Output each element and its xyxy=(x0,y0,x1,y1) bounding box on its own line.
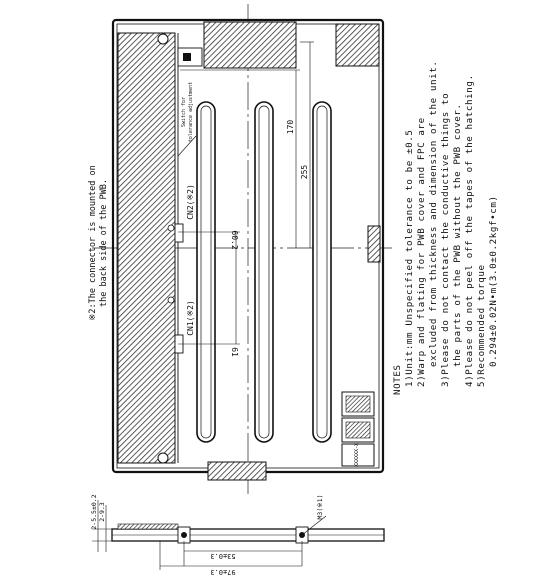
dim-2-5-5: 2-5.5±0.2 xyxy=(90,494,98,530)
switch-note-line2: tolerance adjustment xyxy=(188,81,194,143)
pwb-hatched-strip xyxy=(118,33,175,463)
side-view xyxy=(92,500,384,570)
connector-block-2-pins xyxy=(346,422,370,438)
mount-hole-bottom xyxy=(158,453,168,463)
mount-hole-mid-2 xyxy=(168,297,174,303)
slot-2 xyxy=(255,102,273,442)
dim-255: 255 xyxy=(300,164,309,180)
product-label-text: XXXXXX-X xyxy=(354,442,360,468)
note-5b: 0.294±0.02N•m(3.0±0.2kgf•cm) xyxy=(488,195,499,367)
dim-60: 60.2 xyxy=(230,230,239,250)
note-5a: 5)Recommended torque xyxy=(476,264,487,387)
connector-note-line1: ※2:The connector is mounted on xyxy=(88,165,98,321)
connector-block-1-pins xyxy=(346,396,370,412)
tape-block-top-right xyxy=(336,24,379,66)
note-3b: the parts of the PWB without the PWB cover. xyxy=(452,103,463,367)
tape-block-top-center xyxy=(204,22,296,68)
notes-title: NOTES xyxy=(392,364,403,395)
mount-hole-mid-1 xyxy=(168,225,174,231)
slot-1 xyxy=(197,102,215,442)
switch-knob xyxy=(183,53,191,61)
dim-2-9-3: 2-9.3 xyxy=(98,502,106,522)
m3-label: M3(※1) xyxy=(316,494,324,520)
dim-53: 53±0.3 xyxy=(210,552,236,560)
note-3a: 3)Please do not contact the conductive things to xyxy=(440,92,451,387)
switch-note-line1: Switch for xyxy=(181,96,187,128)
cn2-connector xyxy=(175,224,183,242)
connector-note-line2: the back side of the PWB. xyxy=(99,179,109,307)
side-tab-right xyxy=(368,226,380,262)
note-2b: excluded from thickness and dimension of the unit. xyxy=(428,60,439,367)
dim-170: 170 xyxy=(286,119,295,135)
note-2a: 2)Warp and flating for PWB cover and FPC are xyxy=(416,117,427,387)
cn1-label: CN1(※2) xyxy=(186,300,195,336)
note-1: 1)Unit:mm Unspecified tolerance to be ±0.5 xyxy=(404,129,415,387)
cn2-label: CN2(※2) xyxy=(186,184,195,220)
mount-hole-top xyxy=(158,34,168,44)
dim-61: 61 xyxy=(230,347,239,357)
slot-3 xyxy=(313,102,331,442)
dim-97: 97±0.3 xyxy=(210,568,236,576)
note-4: 4)Please do not peel off the tapes of the hatching. xyxy=(464,74,475,387)
tape-block-bottom xyxy=(208,462,266,480)
